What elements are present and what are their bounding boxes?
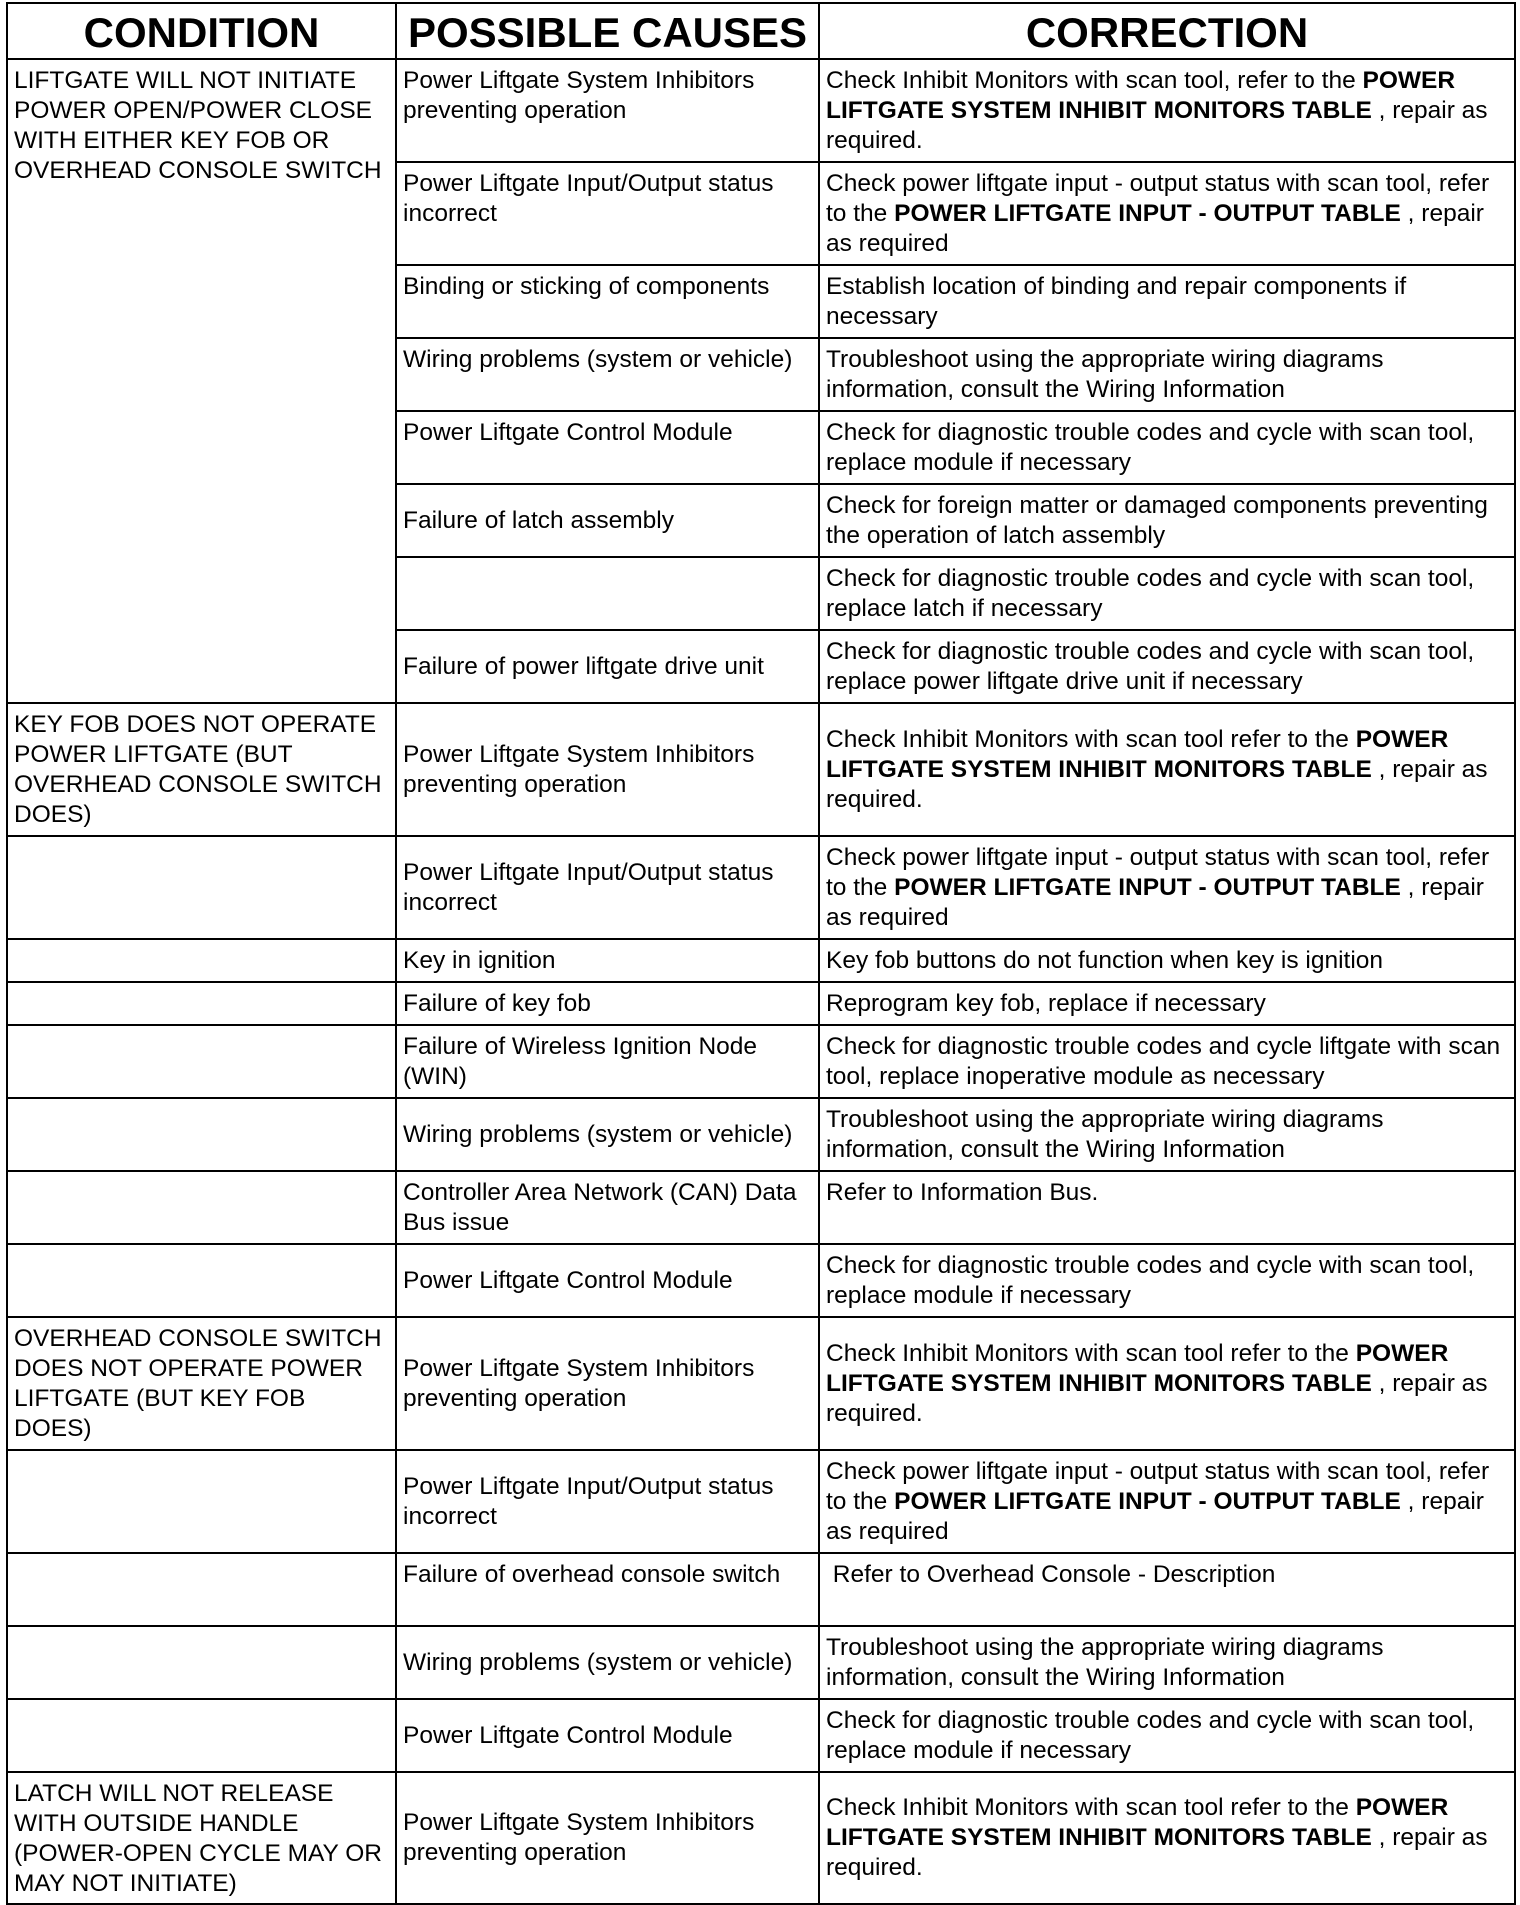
diagnosis-table-container: [6, 2, 1514, 1897]
correction-cell: Troubleshoot using the appropriate wiring diagrams information, consult the Wiring Information: [819, 1626, 1515, 1699]
cause-cell: Wiring problems (system or vehicle): [396, 1626, 819, 1699]
table-row: [7, 1450, 1515, 1553]
table-row: [7, 982, 1515, 1025]
cause-cell: Power Liftgate System Inhibitors preventing operation: [396, 59, 819, 162]
cause-cell: Failure of latch assembly: [396, 484, 819, 557]
diagnosis-table: [6, 2, 1516, 1905]
correction-cell: Check power liftgate input - output status with scan tool, refer to the POWER LIFTGATE INPUT - OUTPUT TABLE , repair as required: [819, 836, 1515, 939]
table-row: [7, 1553, 1515, 1626]
condition-cell: [7, 1553, 396, 1626]
correction-cell: Check for diagnostic trouble codes and cycle with scan tool, replace power liftgate drive unit if necessary: [819, 630, 1515, 703]
correction-cell: Check Inhibit Monitors with scan tool refer to the POWER LIFTGATE SYSTEM INHIBIT MONITORS TABLE , repair as required.: [819, 1772, 1515, 1904]
cause-cell: Failure of Wireless Ignition Node (WIN): [396, 1025, 819, 1098]
cause-cell: Power Liftgate System Inhibitors preventing operation: [396, 1772, 819, 1904]
condition-cell: [7, 836, 396, 939]
table-header-row: [7, 3, 1515, 59]
cause-cell: Power Liftgate Control Module: [396, 1699, 819, 1772]
cause-cell: Failure of overhead console switch: [396, 1553, 819, 1626]
cause-cell: Power Liftgate Control Module: [396, 411, 819, 484]
condition-cell: [7, 1171, 396, 1244]
header-possible-causes: POSSIBLE CAUSES: [396, 3, 819, 59]
cause-cell: Power Liftgate Input/Output status incorrect: [396, 1450, 819, 1553]
correction-cell: Check Inhibit Monitors with scan tool refer to the POWER LIFTGATE SYSTEM INHIBIT MONITORS TABLE , repair as required.: [819, 1317, 1515, 1450]
table-row: [7, 703, 1515, 836]
condition-cell: [7, 982, 396, 1025]
header-correction: CORRECTION: [819, 3, 1515, 59]
condition-cell: KEY FOB DOES NOT OPERATE POWER LIFTGATE (BUT OVERHEAD CONSOLE SWITCH DOES): [7, 703, 396, 836]
cause-cell: [396, 557, 819, 630]
correction-cell: Check power liftgate input - output status with scan tool, refer to the POWER LIFTGATE INPUT - OUTPUT TABLE , repair as required: [819, 162, 1515, 265]
condition-cell: [7, 939, 396, 982]
cause-cell: Failure of power liftgate drive unit: [396, 630, 819, 703]
condition-cell: OVERHEAD CONSOLE SWITCH DOES NOT OPERATE POWER LIFTGATE (BUT KEY FOB DOES): [7, 1317, 396, 1450]
table-row: [7, 1699, 1515, 1772]
table-row: [7, 1025, 1515, 1098]
condition-cell: [7, 1450, 396, 1553]
cause-cell: Power Liftgate Control Module: [396, 1244, 819, 1317]
cause-cell: Key in ignition: [396, 939, 819, 982]
condition-cell: [7, 1098, 396, 1171]
correction-cell: Check for foreign matter or damaged components preventing the operation of latch assembly: [819, 484, 1515, 557]
condition-cell: [7, 1025, 396, 1098]
correction-cell: Establish location of binding and repair components if necessary: [819, 265, 1515, 338]
cause-cell: Binding or sticking of components: [396, 265, 819, 338]
correction-cell: Reprogram key fob, replace if necessary: [819, 982, 1515, 1025]
condition-cell: [7, 1626, 396, 1699]
correction-cell: Refer to Overhead Console - Description: [819, 1553, 1515, 1626]
correction-cell: Check for diagnostic trouble codes and cycle liftgate with scan tool, replace inoperative module as necessary: [819, 1025, 1515, 1098]
correction-cell: Check Inhibit Monitors with scan tool, refer to the POWER LIFTGATE SYSTEM INHIBIT MONITORS TABLE , repair as required.: [819, 59, 1515, 162]
correction-cell: Check for diagnostic trouble codes and cycle with scan tool, replace module if necessary: [819, 411, 1515, 484]
correction-cell: Check for diagnostic trouble codes and cycle with scan tool, replace module if necessary: [819, 1699, 1515, 1772]
cause-cell: Power Liftgate Input/Output status incorrect: [396, 162, 819, 265]
table-row: [7, 939, 1515, 982]
cause-cell: Wiring problems (system or vehicle): [396, 338, 819, 411]
table-row: [7, 1171, 1515, 1244]
cause-cell: Controller Area Network (CAN) Data Bus issue: [396, 1171, 819, 1244]
correction-cell: Check power liftgate input - output status with scan tool, refer to the POWER LIFTGATE INPUT - OUTPUT TABLE , repair as required: [819, 1450, 1515, 1553]
condition-cell: LATCH WILL NOT RELEASE WITH OUTSIDE HANDLE (POWER-OPEN CYCLE MAY OR MAY NOT INITIATE): [7, 1772, 396, 1904]
correction-cell: Refer to Information Bus.: [819, 1171, 1515, 1244]
cause-cell: Wiring problems (system or vehicle): [396, 1098, 819, 1171]
table-row: [7, 836, 1515, 939]
table-row: [7, 59, 1515, 162]
table-row: [7, 1626, 1515, 1699]
cause-cell: Power Liftgate System Inhibitors preventing operation: [396, 1317, 819, 1450]
table-row: [7, 1098, 1515, 1171]
correction-cell: Check for diagnostic trouble codes and cycle with scan tool, replace module if necessary: [819, 1244, 1515, 1317]
cause-cell: Power Liftgate Input/Output status incorrect: [396, 836, 819, 939]
correction-cell: Check for diagnostic trouble codes and cycle with scan tool, replace latch if necessary: [819, 557, 1515, 630]
table-row: [7, 1244, 1515, 1317]
condition-cell: [7, 1244, 396, 1317]
correction-cell: Key fob buttons do not function when key is ignition: [819, 939, 1515, 982]
cause-cell: Power Liftgate System Inhibitors preventing operation: [396, 703, 819, 836]
cause-cell: Failure of key fob: [396, 982, 819, 1025]
condition-cell: LIFTGATE WILL NOT INITIATE POWER OPEN/POWER CLOSE WITH EITHER KEY FOB OR OVERHEAD CONSOLE SWITCH: [7, 59, 396, 703]
correction-cell: Troubleshoot using the appropriate wiring diagrams information, consult the Wiring Information: [819, 1098, 1515, 1171]
correction-cell: Troubleshoot using the appropriate wiring diagrams information, consult the Wiring Information: [819, 338, 1515, 411]
header-condition: CONDITION: [7, 3, 396, 59]
condition-cell: [7, 1699, 396, 1772]
correction-cell: Check Inhibit Monitors with scan tool refer to the POWER LIFTGATE SYSTEM INHIBIT MONITORS TABLE , repair as required.: [819, 703, 1515, 836]
table-row: [7, 1317, 1515, 1450]
table-row: [7, 1772, 1515, 1904]
